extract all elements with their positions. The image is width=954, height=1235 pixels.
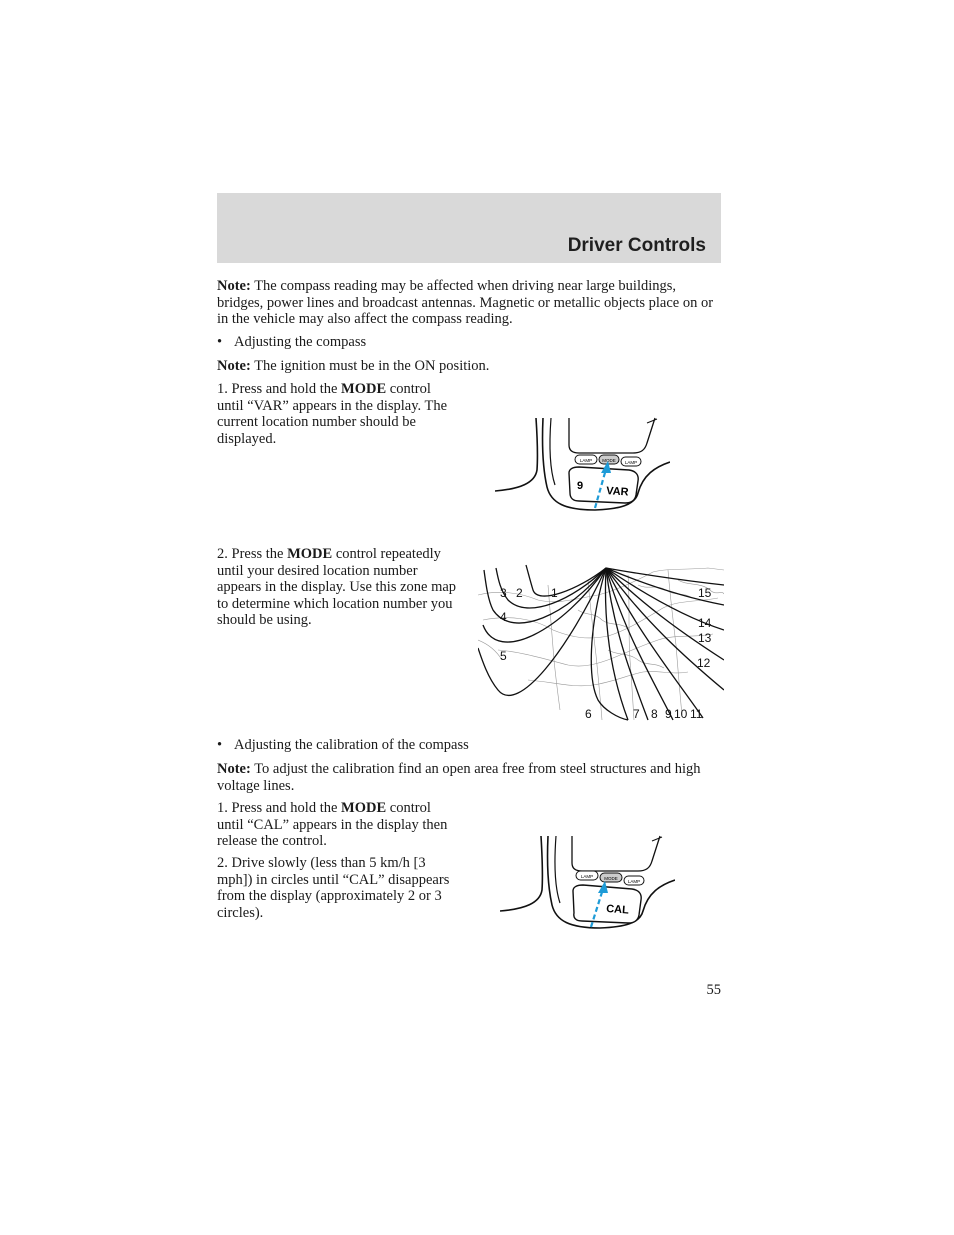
zone-label-8: 8 [651, 707, 658, 721]
zone-label-5: 5 [500, 649, 507, 663]
button-label-mode: MODE [604, 876, 618, 881]
compass-zone-map [478, 560, 724, 725]
step-mode-word: MODE [341, 381, 387, 397]
step-text-post: control repeatedly until your desired location number appears in the display. Use this zone map to determine which location number you should be using. [217, 546, 457, 628]
zone-label-2: 2 [516, 586, 523, 600]
bullet-adjusting-calibration [217, 737, 469, 754]
bullet-text: Adjusting the compass [234, 334, 367, 350]
compass-display-cal-figure [500, 833, 675, 933]
note-label: Note: [217, 761, 251, 777]
display-mode-cal: CAL [605, 903, 630, 917]
section-header [217, 193, 721, 263]
step-text-post: control until “CAL” appears in the display then release the control. [217, 800, 448, 849]
step-text-pre: 1. Press and hold the [217, 381, 342, 397]
bullet-dot: • [217, 334, 223, 350]
map-outline [478, 568, 724, 720]
step-text-pre: 1. Press and hold the [217, 800, 342, 816]
zone-label-7: 7 [633, 707, 640, 721]
zone-label-9: 9 [665, 707, 672, 721]
zone-label-12: 12 [697, 656, 711, 670]
button-label-lamp-left: LAMP [580, 874, 594, 879]
zone-boundaries [478, 565, 724, 720]
step-text-post: control until “VAR” appears in the display. The current location number should be displayed. [217, 381, 448, 447]
page-number: 55 [706, 982, 721, 998]
zone-label-11: 11 [690, 707, 703, 721]
zone-label-13: 13 [698, 631, 712, 645]
zone-label-14: 14 [698, 616, 712, 630]
cal-step-2: 2. Drive slowly (less than 5 km/h [3 mph]) in circles until “CAL” disappears from the display (approximately 2 or 3 circles). [217, 855, 450, 921]
step-mode-word: MODE [287, 546, 333, 562]
bullet-text: Adjusting the calibration of the compass [234, 737, 469, 753]
note-text: The ignition must be in the ON position. [250, 358, 490, 374]
section-title: Driver Controls [567, 235, 706, 256]
zone-label-10: 10 [674, 707, 688, 721]
note-label: Note: [217, 278, 251, 294]
note-text: The compass reading may be affected when driving near large buildings, bridges, power lines and broadcast antennas. Magnetic or metallic objects place on or in the vehicle may also affect the compass reading. [217, 278, 714, 327]
display-zone-number: 9 [577, 480, 584, 492]
button-label-lamp-right: LAMP [624, 460, 638, 465]
zone-label-3: 3 [500, 586, 507, 600]
zone-label-15: 15 [698, 586, 712, 600]
bullet-adjusting-compass [217, 334, 366, 351]
display-mode-var: VAR [605, 485, 629, 499]
step-mode-word: MODE [341, 800, 387, 816]
note-compass-interference [217, 278, 721, 328]
note-label: Note: [217, 358, 251, 374]
note-text: To adjust the calibration find an open area free from steel structures and high voltage lines. [217, 761, 701, 794]
note-calibration-area [217, 761, 721, 794]
step-text-pre: 2. Press the [217, 546, 288, 562]
cal-step-1 [217, 800, 457, 850]
bullet-dot: • [217, 737, 223, 753]
zone-label-6: 6 [585, 707, 592, 721]
step-2-select-zone [217, 546, 457, 629]
button-label-mode: MODE [602, 458, 616, 463]
button-label-lamp-right: LAMP [627, 879, 641, 884]
zone-label-1: 1 [551, 586, 558, 600]
zone-label-4: 4 [500, 610, 507, 624]
compass-display-var-figure [495, 415, 670, 515]
note-ignition [217, 358, 721, 375]
step-1-var [217, 381, 457, 447]
button-label-lamp-left: LAMP [579, 458, 593, 463]
